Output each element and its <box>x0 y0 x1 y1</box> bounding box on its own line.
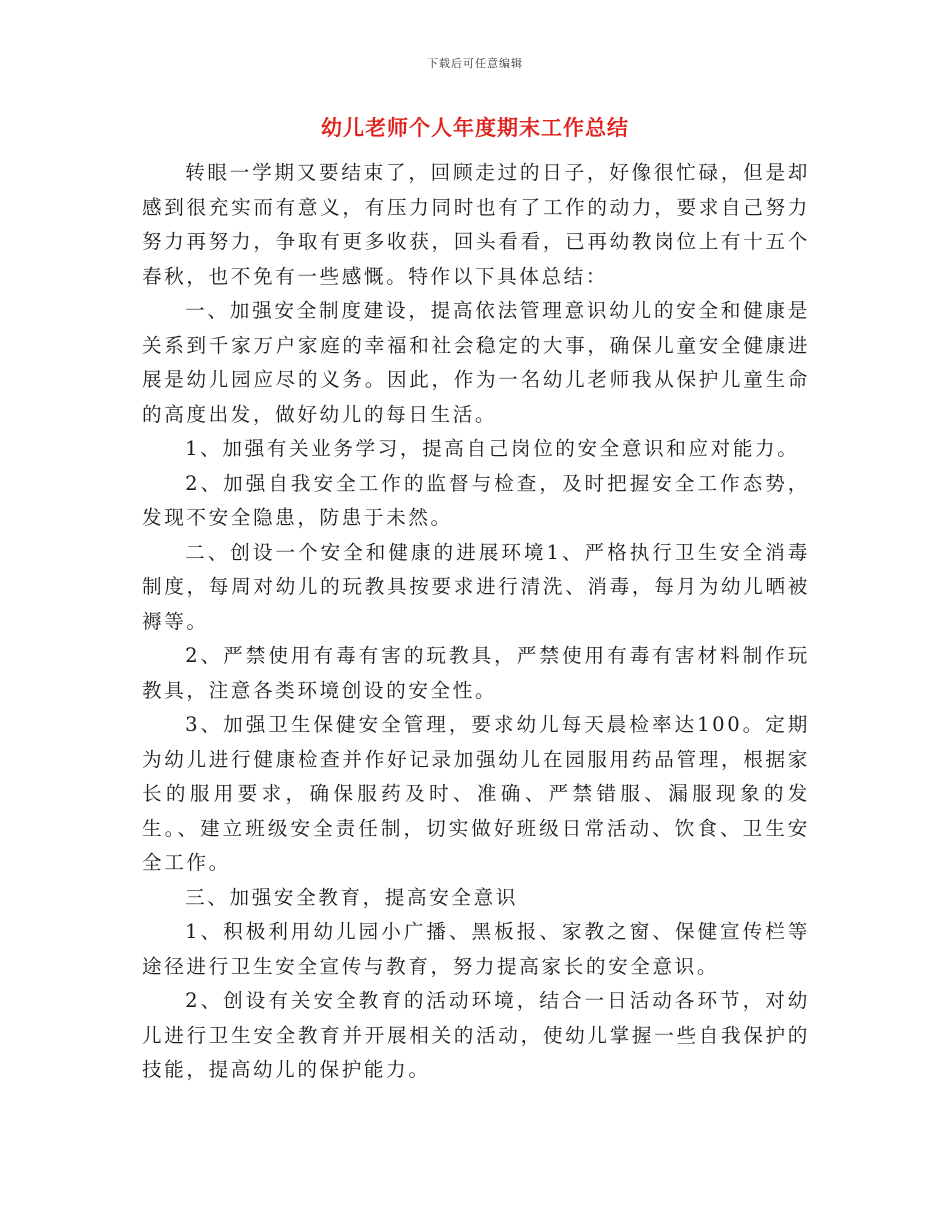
header-note: 下载后可任意编辑 <box>427 57 523 70</box>
paragraph: 转眼一学期又要结束了，回顾走过的日子，好像很忙碌，但是却感到很充实而有意义，有压力同时也有了工作的动力，要求自己努力努力再努力，争取有更多收获，回头看看，已再幼教岗位上有十五个春秋，也不免有一些感慨。特作以下具体总结： <box>142 161 810 288</box>
paragraph: 1、加强有关业务学习，提高自己岗位的安全意识和应对能力。 <box>185 437 800 460</box>
paragraph: 二、创设一个安全和健康的进展环境1、严格执行卫生安全消毒制度，每周对幼儿的玩教具按要求进行清洗、消毒，每月为幼儿晒被褥等。 <box>142 540 810 633</box>
paragraph: 2、严禁使用有毒有害的玩教具，严禁使用有毒有害材料制作玩教具，注意各类环境创设的安全性。 <box>142 644 810 702</box>
paragraph: 一、加强安全制度建设，提高依法管理意识幼儿的安全和健康是关系到千家万户家庭的幸福和社会稳定的大事，确保儿童安全健康进展是幼儿园应尽的义务。因此，作为一名幼儿老师我从保护儿童生命的高度出发，做好幼儿的每日生活。 <box>142 299 810 426</box>
document-title: 幼儿老师个人年度期末工作总结 <box>321 116 629 140</box>
document-body <box>142 156 810 1088</box>
paragraph: 三、加强安全教育，提高安全意识 <box>185 885 519 909</box>
paragraph: 3、加强卫生保健安全管理，要求幼儿每天晨检率达100。定期为幼儿进行健康检查并作好记录加强幼儿在园服用药品管理，根据家长的服用要求，确保服药及时、准确、严禁错服、漏服现象的发生。、建立班级安全责任制，切实做好班级日常活动、饮食、卫生安全工作。 <box>142 713 810 874</box>
paragraph: 1、积极利用幼儿园小广播、黑板报、家教之窗、保健宣传栏等途径进行卫生安全宣传与教育，努力提高家长的安全意识。 <box>142 920 810 978</box>
paragraph: 2、创设有关安全教育的活动环境，结合一日活动各环节，对幼儿进行卫生安全教育并开展相关的活动，使幼儿掌握一些自我保护的技能，提高幼儿的保护能力。 <box>142 989 810 1081</box>
paragraph: 2、加强自我安全工作的监督与检查，及时把握安全工作态势，发现不安全隐患，防患于未然。 <box>142 471 810 529</box>
